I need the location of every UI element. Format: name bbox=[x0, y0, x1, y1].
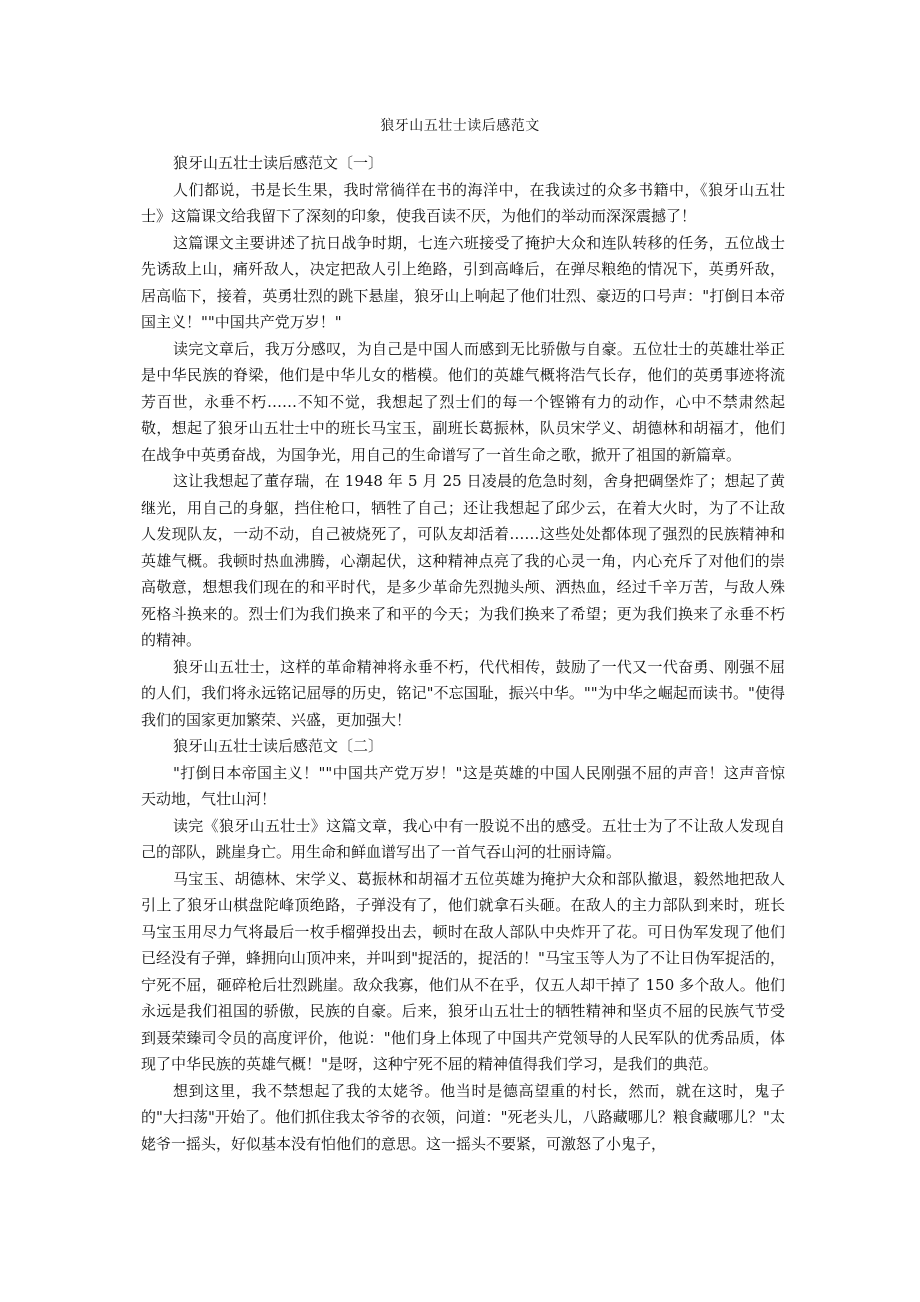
paragraph: "打倒日本帝国主义！""中国共产党万岁！"这是英雄的中国人民刚强不屈的声音！这声音惊天动地，气壮山河！ bbox=[141, 763, 785, 808]
paragraph: 这篇课文主要讲述了抗日战争时期，七连六班接受了掩护大众和连队转移的任务，五位战士先诱敌上山，痛歼敌人，决定把敌人引上绝路，引到高峰后，在弹尽粮绝的情况下，英勇歼敌，居高临下，接着，英勇壮烈的跳下悬崖，狼牙山上响起了他们壮烈、豪迈的口号声："打倒日本帝国主义！""中国共产党万岁！" bbox=[141, 233, 785, 331]
paragraph: 这让我想起了董存瑞，在 1948 年 5 月 25 日凌晨的危急时刻，舍身把碉堡炸了；想起了黄继光，用自己的身躯，挡住枪口，牺牲了自己；还让我想起了邱少云，在着大火时，为了不让敌人发现队友，一动不动，自己被烧死了，可队友却活着……这些处处都体现了强烈的民族精神和英雄气概。我顿时热血沸腾，心潮起伏，这种精神点亮了我的心灵一角，内心充斥了对他们的崇高敬意，想想我们现在的和平时代，是多少革命先烈抛头颅、洒热血，经过千辛万苦，与敌人殊死格斗换来的。烈士们为我们换来了和平的今天；为我们换来了希望；更为我们换来了永垂不朽的精神。 bbox=[141, 472, 785, 649]
section-heading-2: 狼牙山五壮士读后感范文〔二〕 bbox=[173, 737, 384, 755]
paragraph: 读完《狼牙山五壮士》这篇文章，我心中有一股说不出的感受。五壮士为了不让敌人发现自己的部队，跳崖身亡。用生命和鲜血谱写出了一首气吞山河的壮丽诗篇。 bbox=[141, 816, 785, 861]
paragraph: 想到这里，我不禁想起了我的太姥爷。他当时是德高望重的村长，然而，就在这时，鬼子的"大扫荡"开始了。他们抓住我太爷爷的衣领，问道："死老头儿，八路藏哪儿？粮食藏哪儿？"太姥爷一摇头，好似基本没有怕他们的意思。这一摇头不要紧，可激怒了小鬼子， bbox=[141, 1081, 785, 1153]
section-heading-1: 狼牙山五壮士读后感范文〔一〕 bbox=[173, 154, 384, 172]
document-title: 狼牙山五壮士读后感范文 bbox=[380, 118, 540, 134]
paragraph: 狼牙山五壮士，这样的革命精神将永垂不朽，代代相传，鼓励了一代又一代奋勇、刚强不屈的人们，我们将永远铭记屈辱的历史，铭记"不忘国耻，振兴中华。""为中华之崛起而读书。"使得我们的国家更加繁荣、兴盛，更加强大！ bbox=[141, 657, 785, 729]
document-body bbox=[141, 150, 785, 1157]
paragraph: 人们都说，书是长生果，我时常徜徉在书的海洋中，在我读过的众多书籍中，《狼牙山五壮士》这篇课文给我留下了深刻的印象，使我百读不厌，为他们的举动而深深震撼了！ bbox=[141, 180, 785, 225]
paragraph: 马宝玉、胡德林、宋学义、葛振林和胡福才五位英雄为掩护大众和部队撤退，毅然地把敌人引上了狼牙山棋盘陀峰顶绝路，子弹没有了，他们就拿石头砸。在敌人的主力部队到来时，班长马宝玉用尽力气将最后一枚手榴弹投出去，顿时在敌人部队中央炸开了花。可日伪军发现了他们已经没有子弹，蜂拥向山顶冲来，并叫到"捉活的，捉活的！"马宝玉等人为了不让日伪军捉活的，宁死不屈，砸碎枪后壮烈跳崖。敌众我寡，他们从不在乎，仅五人却干掉了 150 多个敌人。他们永远是我们祖国的骄傲，民族的自豪。后来，狼牙山五壮士的牺牲精神和坚贞不屈的民族气节受到聂荣臻司令员的高度评价，他说："他们身上体现了中国共产党领导的人民军队的优秀品质，体现了中华民族的英雄气概！"是呀，这种宁死不屈的精神值得我们学习，是我们的典范。 bbox=[141, 869, 785, 1073]
paragraph: 读完文章后，我万分感叹，为自己是中国人而感到无比骄傲与自豪。五位壮士的英雄壮举正是中华民族的脊梁，他们是中华儿女的楷模。他们的英雄气概将浩气长存，他们的英勇事迹将流芳百世，永垂不朽……不知不觉，我想起了烈士们的每一个铿锵有力的动作，心中不禁肃然起敬，想起了狼牙山五壮士中的班长马宝玉，副班长葛振林，队员宋学义、胡德林和胡福才，他们在战争中英勇奋战，为国争光，用自己的生命谱写了一首生命之歌，掀开了祖国的新篇章。 bbox=[141, 339, 785, 464]
